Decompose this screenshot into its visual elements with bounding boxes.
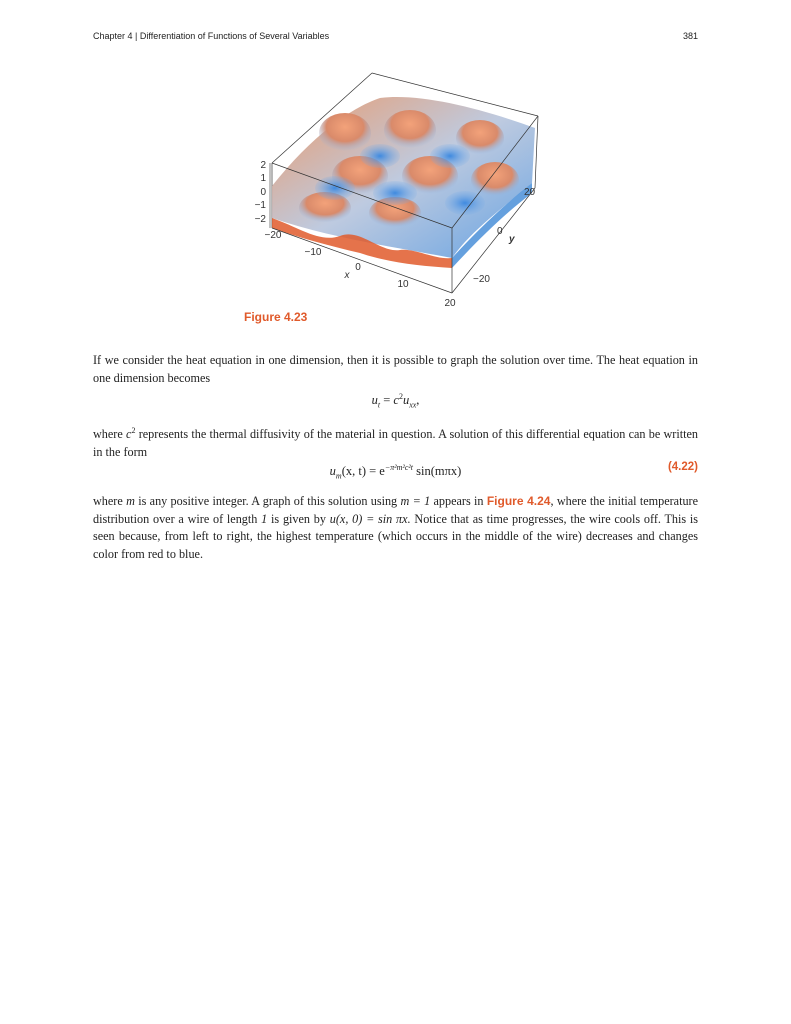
chapter-title: Chapter 4 | Differentiation of Functions of Several Variables bbox=[93, 31, 330, 41]
x-tick: −20 bbox=[264, 230, 282, 241]
paragraph-2: where $c^2$ represents the thermal diffusivity of the material in question. A solution of this differential equation can be written in the form bbox=[93, 426, 699, 459]
surface-plot-figure bbox=[240, 68, 560, 313]
z-axis bbox=[255, 160, 270, 228]
surface-plot bbox=[240, 68, 560, 313]
x-axis-label: x bbox=[344, 270, 350, 281]
heat-equation: $u_t = c^2u_{xx}$, bbox=[371, 392, 420, 410]
y-tick: 0 bbox=[497, 226, 503, 237]
y-axis-label: y bbox=[509, 234, 515, 245]
x-tick: 20 bbox=[444, 298, 456, 309]
z-tick: 0 bbox=[260, 187, 266, 198]
paragraph-3: where m is any positive integer. A graph of this solution using m = 1 appears in Figure 4.24, where the initial temperature distribution over a wire of length 1 is given by u(x, 0) = sin πx. Notice that as time progresses, the wire cools off. This is seen because, from left to right, the highest temperature (which occurs in the middle of the wire) decreases and changes color from red to blue. bbox=[93, 494, 699, 561]
figure-caption: Figure 4.23 bbox=[244, 310, 308, 324]
figure-4-24-link[interactable]: Figure 4.24 bbox=[486, 494, 551, 508]
paragraph-1: If we consider the heat equation in one dimension, then it is possible to graph the solution over time. The heat equation in one dimension becomes bbox=[93, 353, 698, 385]
y-tick: 20 bbox=[524, 187, 536, 198]
x-tick: 0 bbox=[355, 262, 361, 273]
equation-number: (4.22) bbox=[667, 461, 698, 473]
x-tick: −10 bbox=[304, 247, 322, 258]
z-tick: −2 bbox=[254, 214, 266, 225]
z-tick: 1 bbox=[260, 173, 266, 184]
y-tick: −20 bbox=[473, 274, 490, 285]
page-number: 381 bbox=[682, 31, 698, 41]
z-tick: −1 bbox=[254, 200, 266, 211]
solution-equation: $u_m(x$, $t) = e^{-\pi^2m^2c^2t}$ sin(mπx) bbox=[329, 463, 462, 481]
z-tick: 2 bbox=[260, 160, 266, 171]
x-tick: 10 bbox=[397, 279, 409, 290]
